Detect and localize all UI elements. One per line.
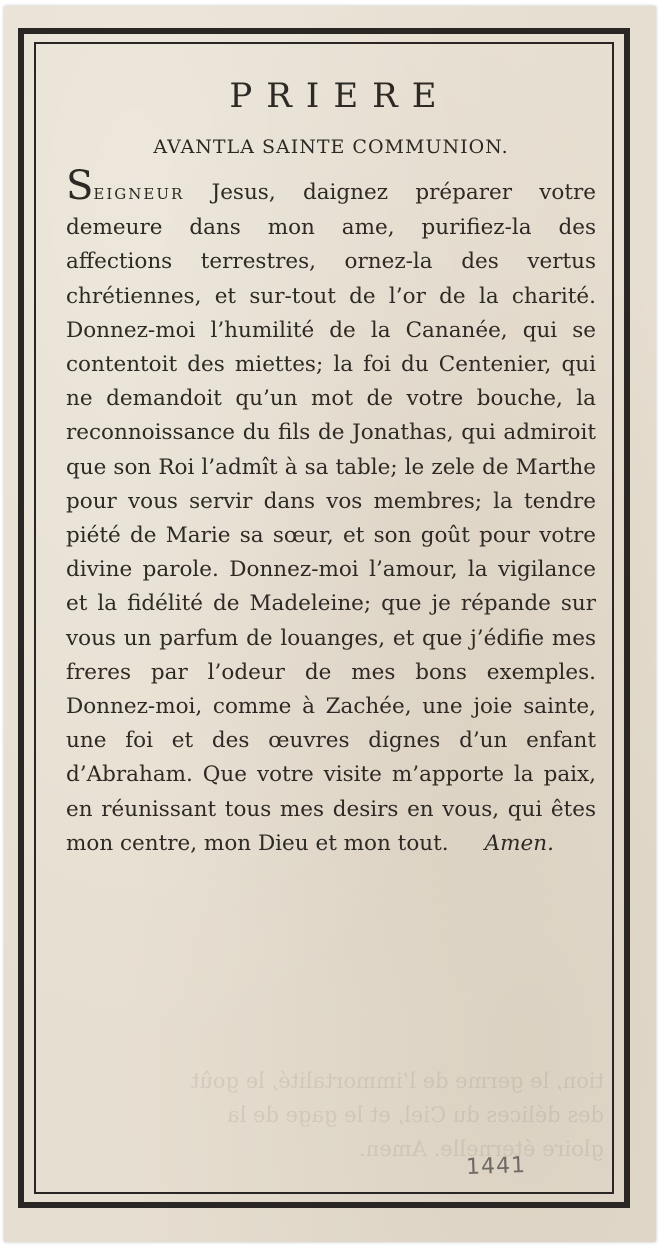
prayer-content	[66, 76, 596, 861]
prayer-body	[66, 163, 596, 861]
closing-amen: Amen.	[484, 830, 554, 856]
paper-sheet	[4, 6, 656, 1242]
bleed-through-text: tion, le germe de l’immortalité, le goût des délices du Ciel, et le gage de la gloire éternelle. Amen.	[190, 1069, 604, 1161]
small-caps-word: EIGNEUR	[93, 185, 185, 203]
drop-cap: S	[66, 163, 94, 209]
prayer-text: Jesus, daignez préparer votre demeure dans mon ame, purifiez-la des affections terrestres, ornez-la des vertus chrétiennes, et sur-tout de l’or de la charité. Donnez-moi l’humilité de la Cananée, qui se contentoit des miettes; la foi du Centenier, qui ne demandoit qu’un mot de votre bouche, la reconnoissance du fils de Jonathas, qui admiroit que son Roi l’admît à sa table; le zele de Marthe pour vous servir dans vos membres; la tendre piété de Marie sa sœur, et son goût pour votre divine parole. Donnez-moi l’amour, la vigilance et la fidélité de Madeleine; que je répande sur vous un parfum de louanges, et que j’édifie mes freres par l’odeur de mes bons exemples. Donnez-moi, comme à Zachée, une joie sainte, une foi et des œuvres dignes d’un enfant d’Abraham. Que votre visite m’apporte la paix, en réunissant tous mes desirs en vous, qui êtes mon centre, mon Dieu et mon tout.	[66, 180, 596, 856]
document-title: PRIERE	[229, 76, 451, 116]
handwritten-number: 1441	[465, 1152, 527, 1181]
document-subtitle: AVANTLA SAINTE COMMUNION.	[153, 136, 509, 158]
